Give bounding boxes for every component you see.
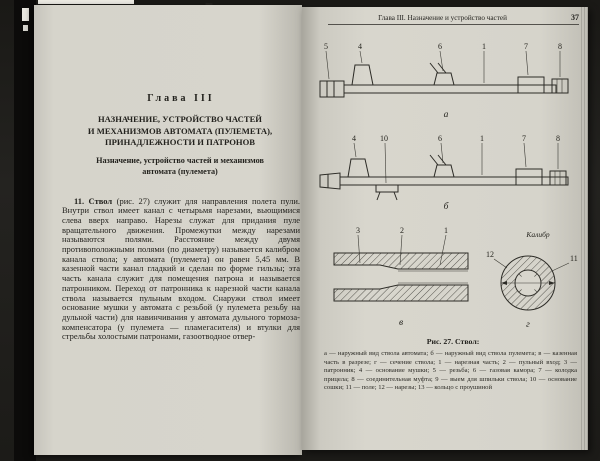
figure-callout: 2 <box>400 226 404 235</box>
section-subtitle <box>54 156 306 177</box>
caliber-label: Калибр <box>526 230 550 239</box>
figure-callout: 6 <box>438 134 442 143</box>
barrel-outline <box>320 63 568 97</box>
running-header <box>328 13 579 22</box>
breech-cutaway-drawing <box>328 221 474 333</box>
figure-callout: 8 <box>556 134 560 143</box>
right-page <box>302 7 588 450</box>
figure-27a-barrel-automat <box>316 37 576 123</box>
figure-part-label: б <box>443 202 449 212</box>
figure-callout: 4 <box>352 134 356 143</box>
figure-legend: а — наружный вид ствола автомата; б — наружный вид ствола пулемета; в — казенная часть в разрезе; г — сечение ствола; 1 — нарезная часть; 2 — пульный вход; 3 — патронник; 4 — основание мушки; 5 — резьба; 6 — газовая камора; 7 — колодка прицела; 8 — соединительная муфта; 9 — выем для шпильки ствола; 10 — основание сошки; 11 — поле; 12 — нарезы; 13 — кольцо с проушиной <box>324 350 577 392</box>
figure-callout: 7 <box>524 42 528 51</box>
running-header-title: Глава III. Назначение и устройство частей <box>378 14 507 22</box>
spine-mark <box>23 25 28 31</box>
cross-section-drawing <box>482 227 582 331</box>
breech-walls <box>334 253 468 301</box>
figure-caption: Рис. 27. Ствол: <box>426 337 480 346</box>
figure-part-label: г <box>526 320 530 330</box>
spine-mark <box>22 8 29 21</box>
figure-callout: 6 <box>438 42 442 51</box>
section-subtitle-line: Назначение, устройство частей и механизмов <box>96 156 264 165</box>
chapter-title-line: И МЕХАНИЗМОВ АВТОМАТА (ПУЛЕМЕТА), <box>87 125 273 136</box>
figure-27g-bore-cross-section <box>482 227 582 331</box>
chapter-title <box>54 114 306 149</box>
figure-callout: 1 <box>444 226 448 235</box>
book-cover-edge <box>14 0 36 461</box>
figure-part-label: в <box>398 318 404 328</box>
figure-callout: 11 <box>570 254 578 263</box>
chapter-title-line: ПРИНАДЛЕЖНОСТИ И ПАТРОНОВ <box>105 137 255 147</box>
figure-callout: 1 <box>480 134 484 143</box>
left-page <box>34 5 302 455</box>
chapter-title-line: НАЗНАЧЕНИЕ, УСТРОЙСТВО ЧАСТЕЙ <box>98 114 262 124</box>
figure-27v-breech-section <box>328 221 474 333</box>
barrel-drawing-b <box>316 129 576 215</box>
callout-leader-lines <box>326 51 560 83</box>
paragraph-text: (рис. 27) служит для направления полета пули. Внутри ствол имеет канал с четырьмя нарезами, вьющимися слева вверх направо. Нарезы служат для придания пуле вращательного движения. Промежутки между нарезами называются полями. Расстояние между двумя противоположными полями (по диаметру) называется калибром канала ствола; у автомата (пулемета) он равен 5,45 мм. В казенной части канал гладкий и сделан по форме гильзы; эта часть канала служит для помещения патрона и называется патронником. Переход от патронника к нарезной части канала ствола называется пульным входом. Снаружи ствол имеет основание мушки у автомата с резьбой (у пулемета резьбу на дульной части) для навинчивания у автомата дульного тормоза-компенсатора (у пулемета — пламегасителя) и втулки для стрельбы холостыми патронами, газоотводное отвер- <box>62 195 300 342</box>
body-paragraph <box>62 197 300 343</box>
figure-part-label: а <box>443 110 449 120</box>
figure-callout: 1 <box>482 42 486 51</box>
figure-callout: 4 <box>358 42 362 51</box>
paragraph-lead: 11. Ствол <box>74 195 113 206</box>
paper-sliver <box>38 0 134 4</box>
section-subtitle-line: автомата (пулемета) <box>142 166 218 176</box>
figure-callout: 12 <box>486 250 494 259</box>
figure-callout: 8 <box>558 42 562 51</box>
figure-callout: 3 <box>356 226 360 235</box>
chapter-heading: Глава III <box>147 93 215 104</box>
page-number: 37 <box>571 13 579 22</box>
barrel-drawing-a <box>316 37 576 123</box>
barrel-outline <box>320 155 568 200</box>
figure-callout: 5 <box>324 42 328 51</box>
figure-27b-barrel-pulemet <box>316 129 576 215</box>
header-rule <box>328 24 579 25</box>
figure-callout: 7 <box>522 134 526 143</box>
figure-callout: 10 <box>380 134 388 143</box>
